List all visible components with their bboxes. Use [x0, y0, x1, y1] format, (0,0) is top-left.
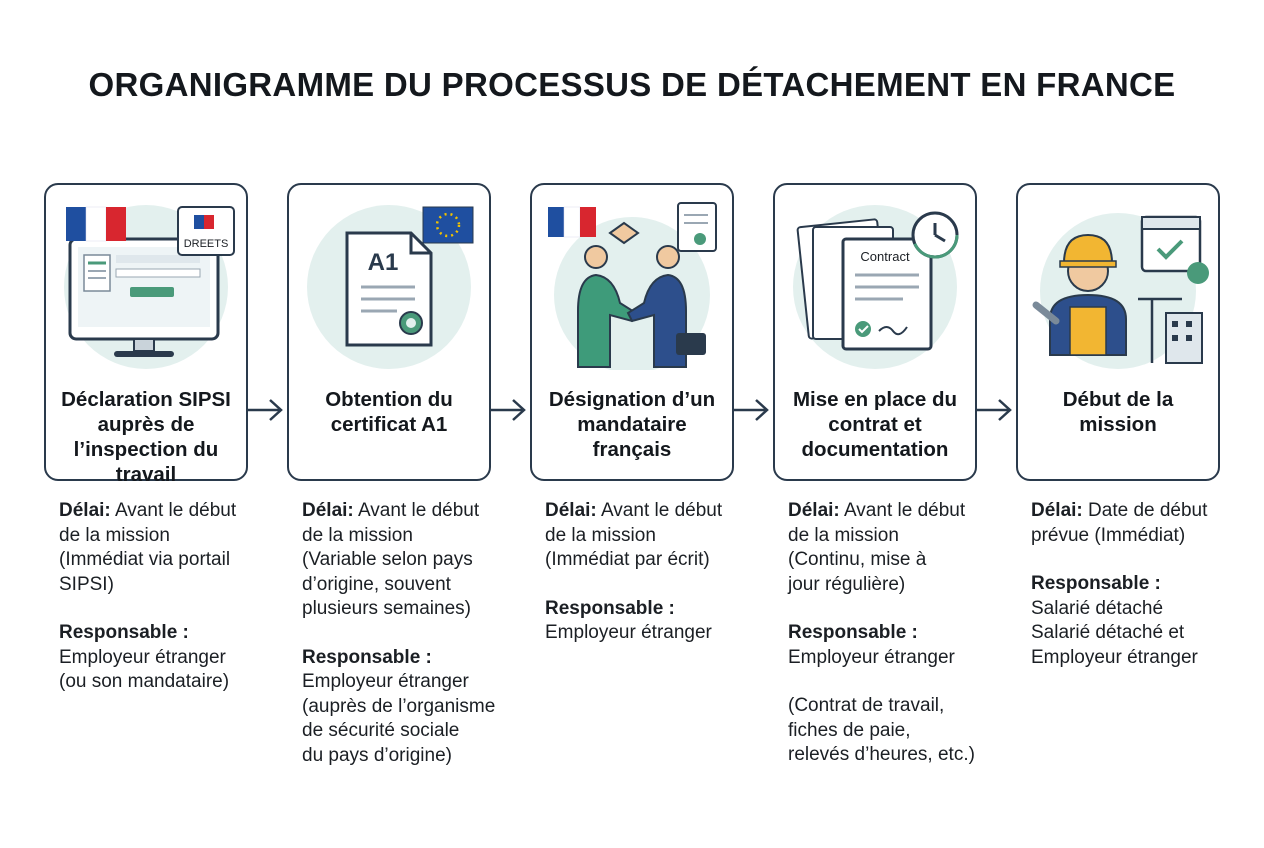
delai-value: Date de début: [1082, 500, 1208, 521]
responsable-line: (ou son mandataire): [59, 671, 230, 692]
eu-flag-icon: [423, 207, 473, 243]
spacer: [788, 670, 1003, 694]
step-card-contrat: [773, 183, 977, 481]
extra-line: relevés d’heures, etc.): [788, 744, 975, 765]
delai-line: (Continu, mise à: [788, 549, 927, 570]
step-info: [788, 499, 1003, 768]
step-card-sipsi: [44, 183, 248, 486]
arrow-right-icon: [489, 395, 527, 425]
step-card-mission: [1016, 183, 1220, 481]
certificate-a1-icon: [297, 195, 481, 370]
delai-line: de la mission: [545, 524, 656, 546]
svg-text:Contract: Contract: [860, 249, 910, 264]
delai-line: de la mission: [788, 524, 899, 546]
step-title: Déclaration SIPSI auprès de l’inspection du travail: [61, 388, 231, 486]
spacer: [59, 597, 274, 621]
step-title: Obtention du certificat A1: [325, 388, 453, 436]
delai-label: Délai:: [59, 500, 111, 521]
delai-value: Avant le début: [110, 500, 237, 521]
responsable-label: Responsable :: [1031, 573, 1161, 594]
delai-line: de la mission: [59, 524, 170, 546]
delai-line: [545, 499, 760, 524]
delai-label: Délai:: [302, 500, 354, 521]
delai-label: Délai:: [545, 500, 597, 521]
responsable-line: Employeur étranger: [545, 622, 712, 643]
delai-value: Avant le début: [839, 500, 966, 521]
arrow-right-icon: [246, 395, 284, 425]
extra-line: fiches de paie,: [788, 719, 911, 741]
responsable-line: (auprès de l’organisme: [302, 695, 496, 717]
delai-label: Délai:: [788, 500, 840, 521]
delai-line: de la mission: [302, 524, 413, 546]
spacer: [302, 622, 517, 646]
step-title: Début de la mission: [1062, 388, 1174, 436]
responsable-line: Employeur étranger: [302, 671, 469, 692]
responsable-line: Employeur étranger: [788, 646, 955, 668]
step-card-mandataire: [530, 183, 734, 481]
spacer: [1031, 548, 1246, 572]
delai-line: [1031, 499, 1246, 524]
step-info: [59, 499, 274, 695]
step-title: Désignation d’un mandataire français: [548, 388, 716, 461]
responsable-line: du pays d’origine): [302, 744, 452, 766]
responsable-line: Employeur étranger: [59, 646, 226, 668]
responsable-label: Responsable :: [788, 622, 918, 643]
arrow-right-icon: [732, 395, 770, 425]
delai-label: Délai:: [1031, 500, 1083, 521]
responsable-label: Responsable :: [302, 646, 432, 668]
handshake-icon: [540, 195, 724, 370]
arrow-right-icon: [975, 395, 1013, 425]
french-flag-icon: [66, 207, 126, 241]
delai-line: prévue (Immédiat): [1031, 524, 1186, 546]
responsable-line: Salarié détaché et: [1031, 622, 1185, 643]
delai-line: (Immédiat via portail: [59, 549, 231, 570]
svg-text:DREETS: DREETS: [183, 238, 229, 250]
responsable-label: Responsable :: [59, 622, 189, 643]
delai-line: plusieurs semaines): [302, 598, 471, 619]
clock-icon: [913, 213, 957, 257]
page-title: ORGANIGRAMME DU PROCESSUS DE DÉTACHEMENT EN FRANCE: [88, 66, 1176, 103]
svg-text:A1: A1: [367, 249, 399, 276]
step-info: [545, 499, 760, 646]
delai-line: SIPSI): [59, 573, 114, 595]
contract-icon: [783, 195, 967, 370]
responsable-line: Salarié détaché: [1031, 597, 1164, 619]
delai-line: [302, 499, 517, 524]
worker-icon: [1026, 195, 1210, 370]
extra-line: (Contrat de travail,: [788, 695, 945, 716]
delai-line: (Immédiat par écrit): [545, 549, 710, 570]
spacer: [545, 573, 760, 597]
responsable-line: de sécurité sociale: [302, 720, 460, 741]
step-card-a1: [287, 183, 491, 481]
step-title: Mise en place du contrat et documentation: [792, 388, 958, 461]
delai-line: [59, 499, 274, 524]
french-flag-icon: [548, 207, 596, 237]
step-info: [1031, 499, 1246, 670]
responsable-line: Employeur étranger: [1031, 646, 1198, 668]
spacer: [788, 597, 1003, 621]
responsable-label: Responsable :: [545, 597, 675, 619]
computer-sipsi-icon: [54, 195, 238, 370]
delai-line: (Variable selon pays: [302, 549, 473, 570]
delai-value: Avant le début: [353, 500, 480, 521]
step-info: [302, 499, 517, 768]
delai-line: d’origine, souvent: [302, 573, 451, 595]
delai-line: [788, 499, 1003, 524]
delai-line: jour régulière): [788, 573, 906, 595]
delai-value: Avant le début: [596, 500, 723, 521]
